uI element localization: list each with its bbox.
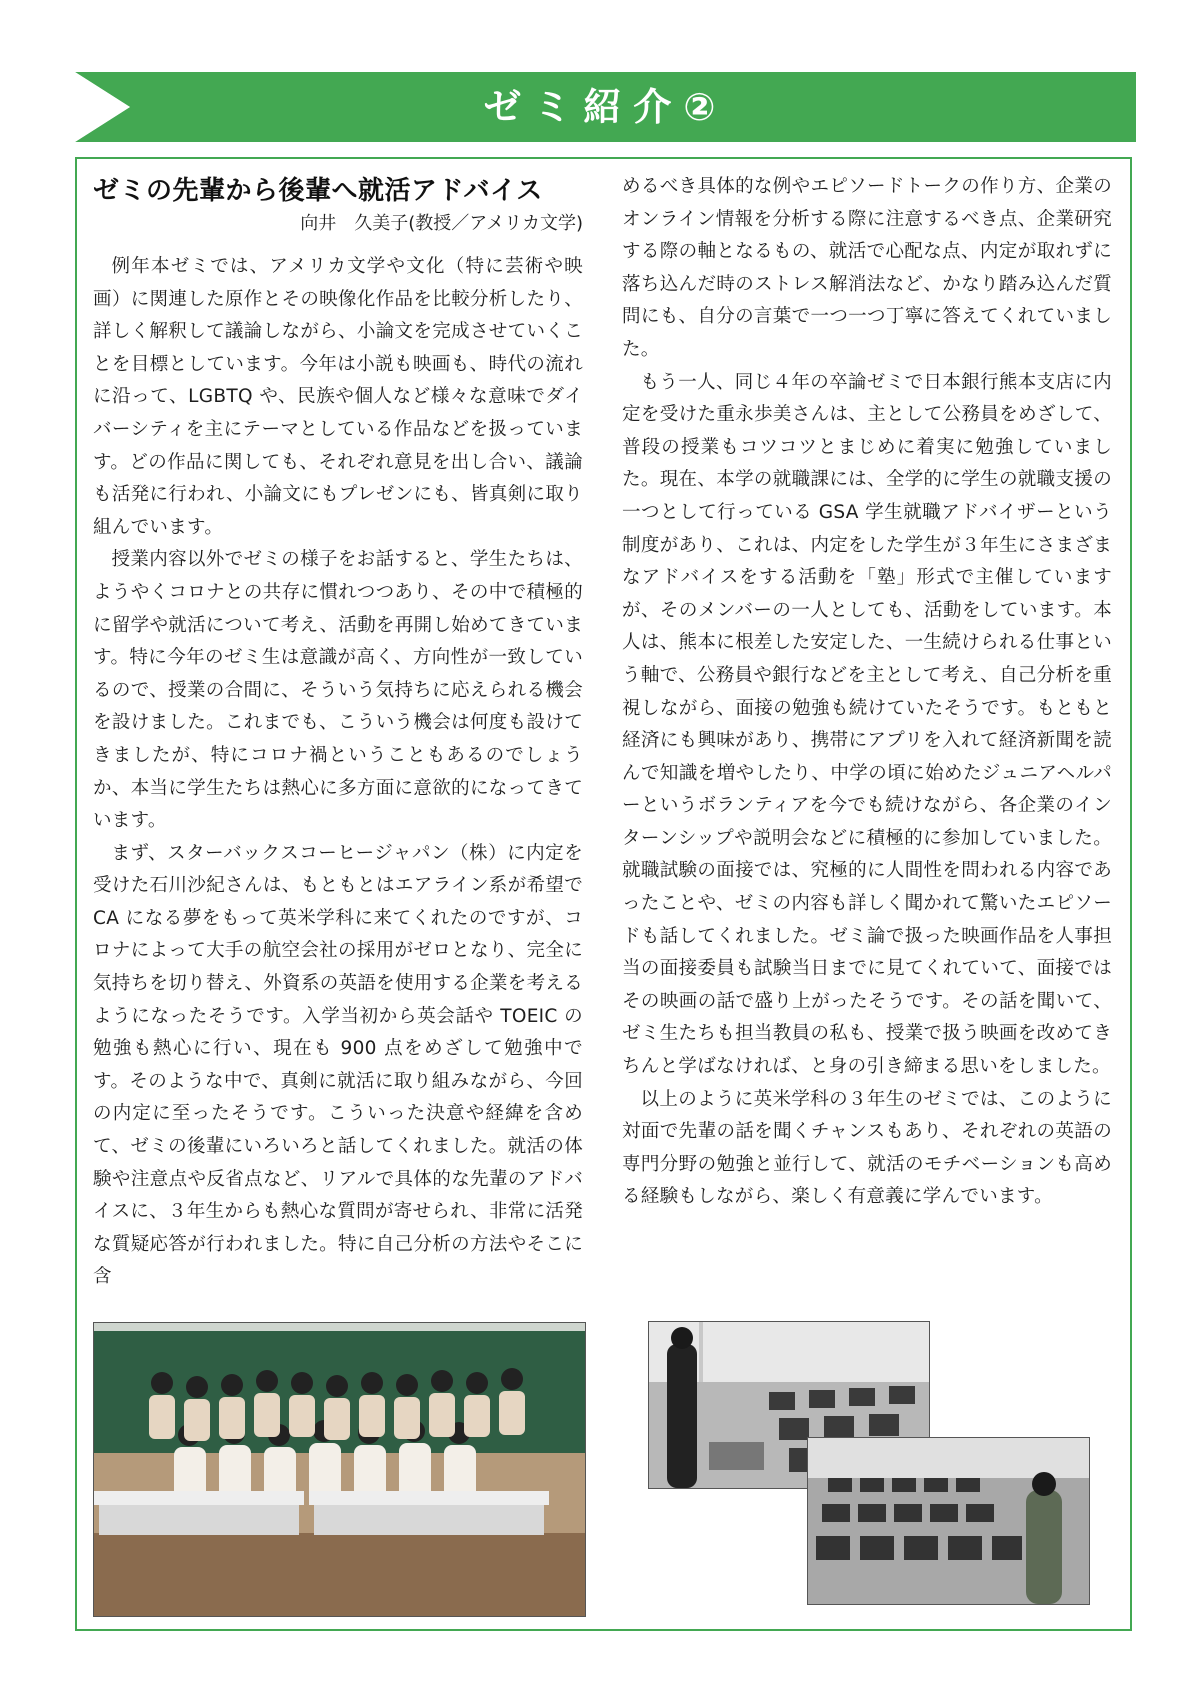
group-photo [93,1322,586,1617]
left-column [93,173,583,1294]
paragraph-2: 授業内容以外でゼミの様子をお話すると、学生たちは、ようやくコロナとの共存に慣れつつあり、その中で積極的に留学や就活について考え、活動を再開し始めてきています。特に今年のゼミ生は意識が高く、方向性が一致しているので、授業の合間に、そういう気持ちに応えられる機会を設けました。これまでも、こういう機会は何度も設けてきましたが、特にコロナ禍ということもあるのでしょうか、本当に学生たちは熱心に多方面に意欲的になってきています。 [93,549,583,832]
paragraph-1: 例年本ゼミでは、アメリカ文学や文化（特に芸術や映画）に関連した原作とその映像化作品を比較分析したり、詳しく解釈して議論しながら、小論文を完成させていくことを目標としています。今年は小説も映画も、時代の流れに沿って、LGBTQ や、民族や個人など様々な意味でダイバーシティを主にテーマとしている作品などを扱っています。どの作品に関しても、それぞれ意見を出し合い、議論も活発に行われ、小論文にもプレゼンにも、皆真剣に取り組んでいます。 [93,256,583,538]
paragraph-5: 以上のように英米学科の３年生のゼミでは、このように対面で先輩の話を聞くチャンスもあり、それぞれの英語の専門分野の勉強と並行して、就活のモチベーションも高める経験もしながら、楽しく有意義に学んでいます。 [622,1088,1112,1208]
classroom-photo-2 [807,1437,1090,1605]
article-author: 向井 久美子(教授／アメリカ文学) [300,213,583,234]
paragraph-4: もう一人、同じ４年の卒論ゼミで日本銀行熊本支店に内定を受けた重永歩美さんは、主として公務員をめざして、普段の授業もコツコツとまじめに着実に勉強していました。現在、本学の就職課には、全学的に学生の就職支援の一つとして行っている GSA 学生就職アドバイザーという制度があり、これは、内定をした学生が３年生にさまざまなアドバイスをする活動を「塾」形式で主催していますが、そのメンバーの一人としても、活動をしています。本人は、熊本に根差した安定した、一生続けられる仕事という軸で、公務員や銀行などを主として考え、自己分析を重視しながら、面接の勉強も続けていたそうです。もともと経済にも興味があり、携帯にアプリを入れて経済新聞を読んで知識を増やしたり、中学の頃に始めたジュニアヘルパーというボランティアを今でも続けながら、各企業のインターンシップや説明会などに積極的に参加していました。就職試験の面接では、究極的に人間性を問われる内容であったことや、ゼミの内容も詳しく聞かれて驚いたエピソードも話してくれました。ゼミ論で扱った映画作品を人事担当の面接委員も試験当日までに見てくれていて、面接ではその映画の話で盛り上がったそうです。その話を聞いて、ゼミ生たちも担当教員の私も、授業で扱う映画を改めてきちんと学ばなければ、と身の引き締まる思いをしました。 [622,371,1112,1078]
right-column [622,171,1112,1214]
paragraph-3-continued: めるべき具体的な例やエピソードトークの作り方、企業のオンライン情報を分析する際に注意するべき点、企業研究する際の軸となるもの、就活で心配な点、内定が取れずに落ち込んだ時のストレス解消法など、かなり踏み込んだ質問にも、自分の言葉で一つ一つ丁寧に答えてくれていました。 [622,176,1112,360]
article-title: ゼミの先輩から後輩へ就活アドバイス [93,176,543,206]
banner-title: ゼミ紹介② [483,85,728,129]
article-frame [75,157,1132,1631]
section-banner [75,72,1136,142]
paragraph-3: まず、スターバックスコーヒージャパン（株）に内定を受けた石川沙紀さんは、もともとはエアライン系が希望で CA になる夢をもって英米学科に来てくれたのですが、コロナによって大手の航空会社の採用がゼロとなり、完全に気持ちを切り替え、外資系の英語を使用する企業を考えるようになったそうです。入学当初から英会話や TOEIC の勉強も熱心に行い、現在も 900 点をめざして勉強中です。そのような中で、真剣に就活に取り組みながら、今回の内定に至ったそうです。こういった決意や経緯を含めて、ゼミの後輩にいろいろと話してくれました。就活の体験や注意点や反省点など、リアルで具体的な先輩のアドバイスに、３年生からも熱心な質問が寄せられ、非常に活発な質疑応答が行われました。特に自己分析の方法やそこに含 [93,842,583,1288]
